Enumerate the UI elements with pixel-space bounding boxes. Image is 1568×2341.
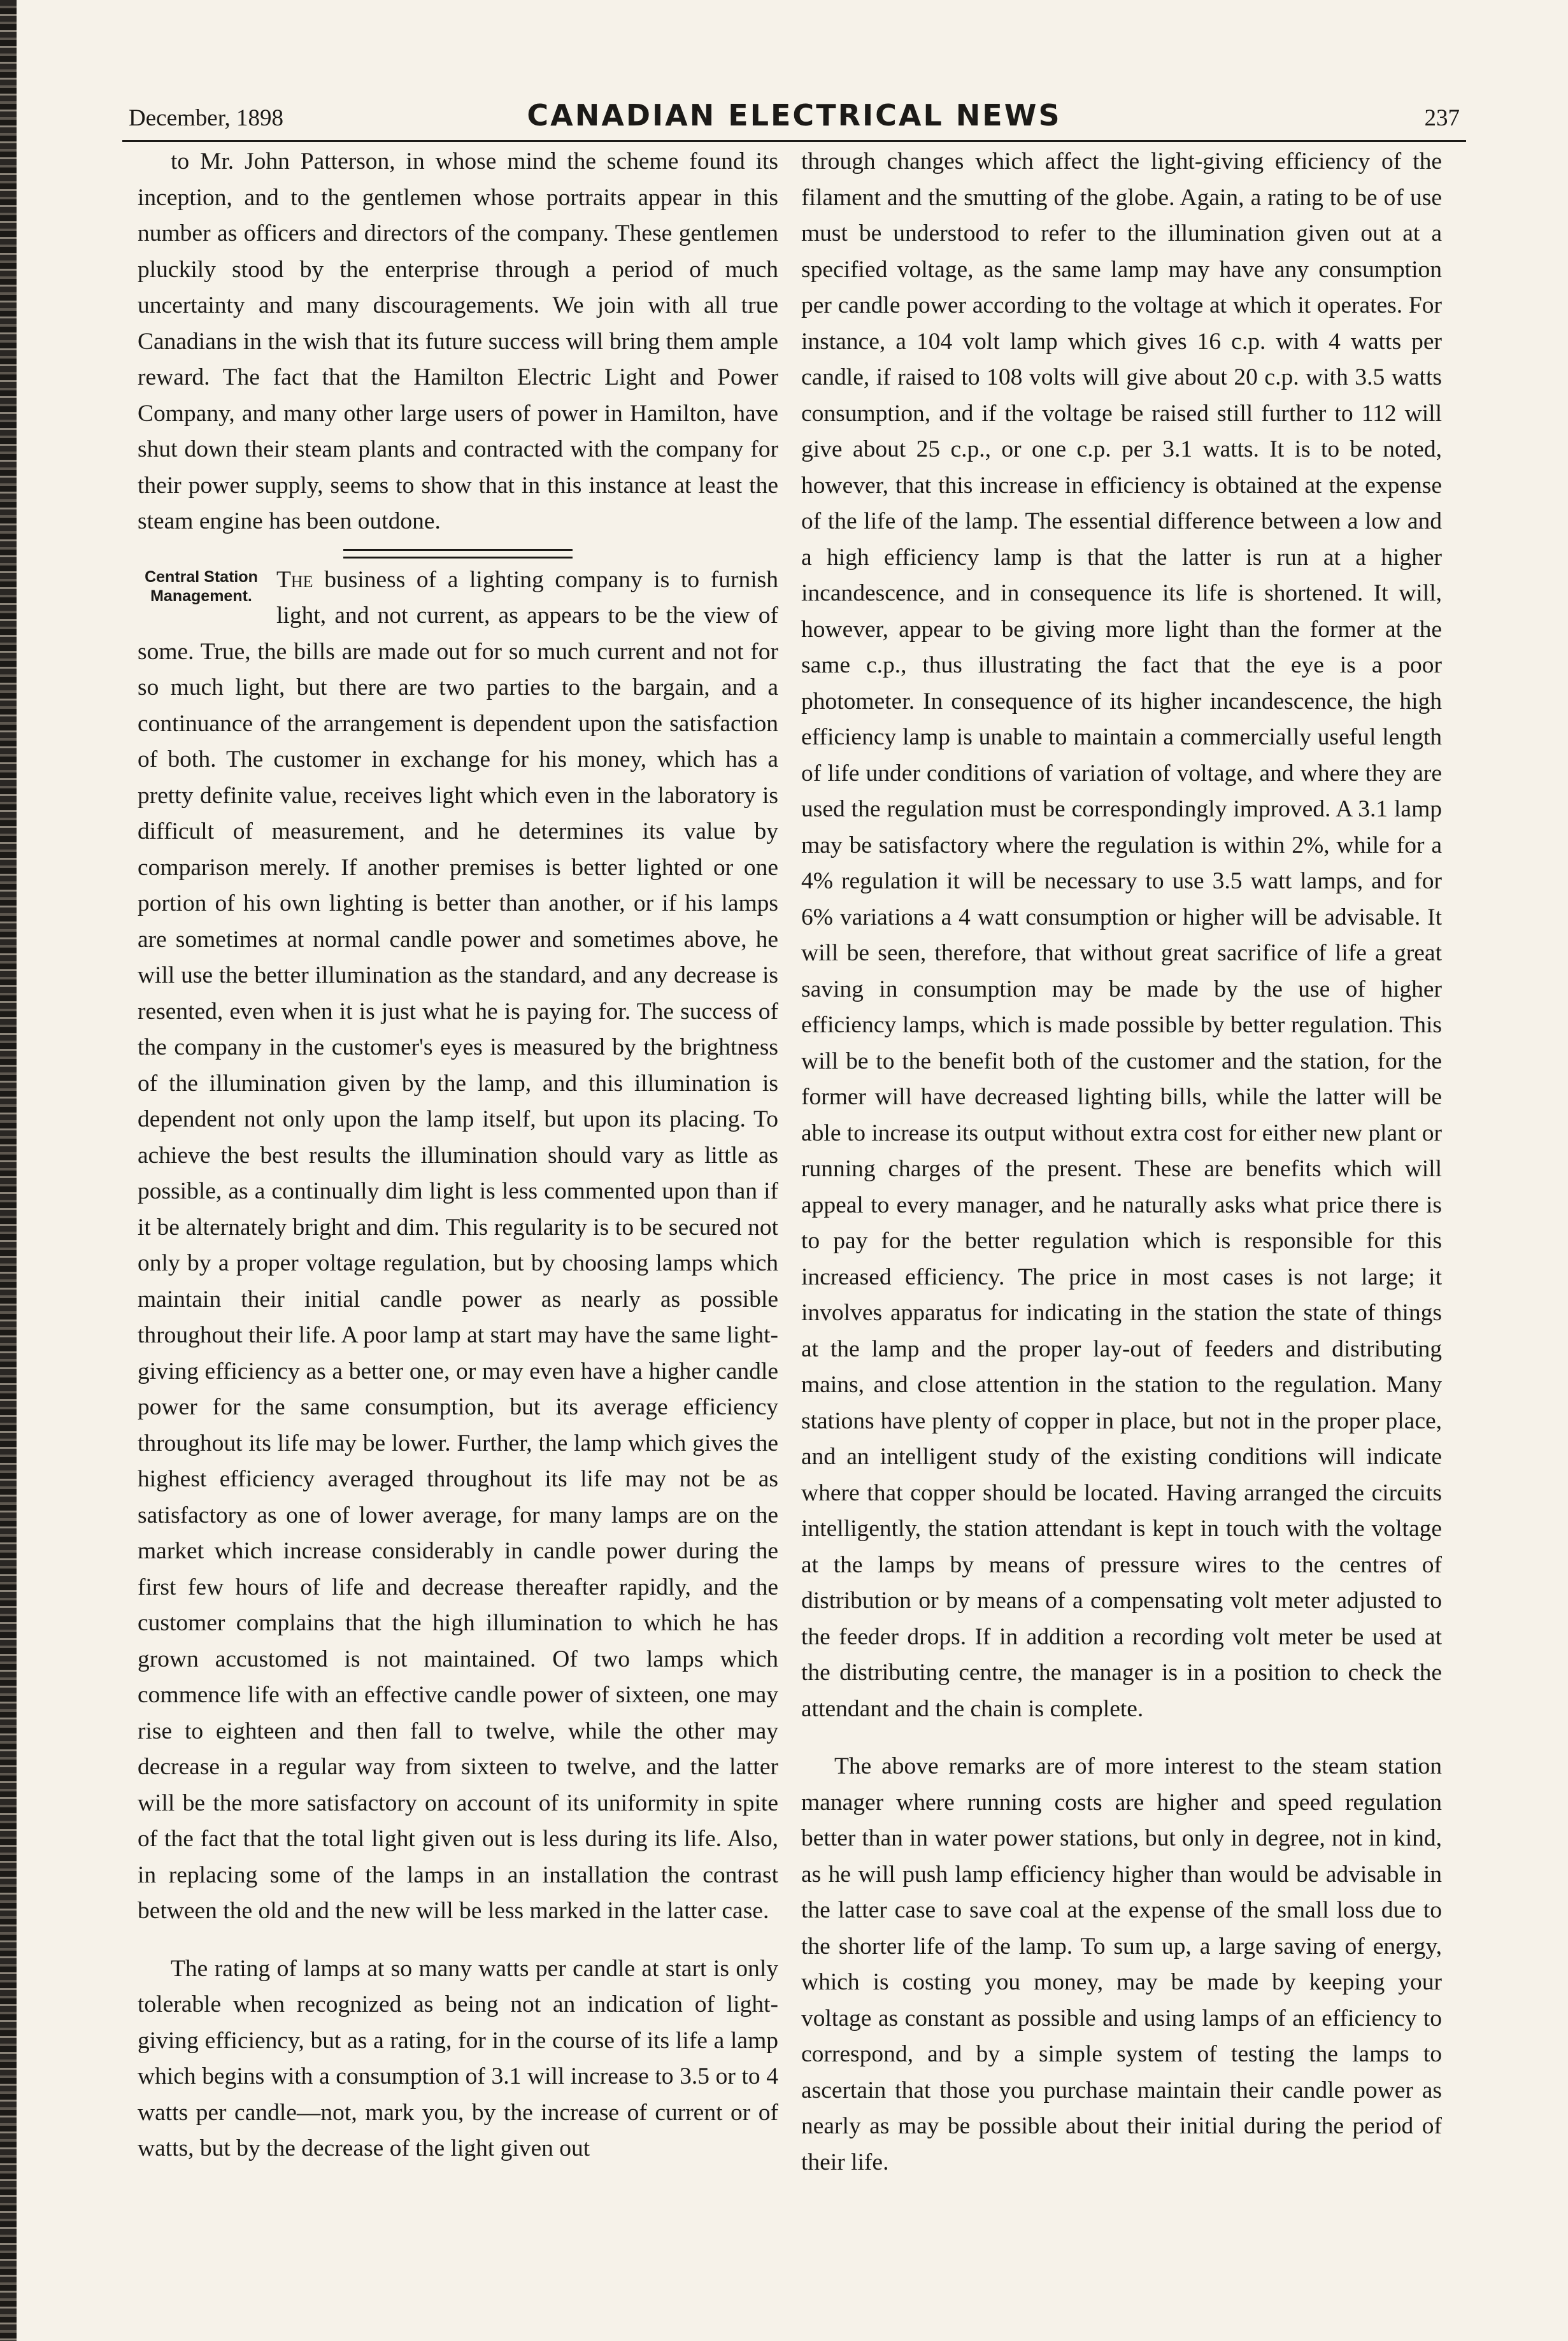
paragraph-central-station-text: business of a lighting company is to furnish light, and not current, as appears to be the view of some. True, the bills are made out for so much current and not for so much light, but there are two parties to the bargain, and a continuance of the arrangement is dependent upon the satisfaction of both. The customer in exchange for his money, which has a pretty definite value, receives light which even in the laboratory is difficult of measurement, and he determines its value by comparison merely. If another premises is better lighted or one portion of his own lighting is better than another, or if his lamps are sometimes at normal candle power and sometimes above, he will use the better illumination as the standard, and any decrease is resented, even when it is just what he is paying for. The success of the company in the customer's eyes is measured by the brightness of the illumination given by the lamp, and this illumination is dependent not only upon the lamp itself, but upon its placing. To achieve the best results the illumination should vary as little as possible, as a continually dim light is less commented upon than if it be alternately bright and dim. This regularity is to be secured not only by a proper voltage regulation, but by choosing lamps which maintain their initial candle power as nearly as possible throughout their life. A poor lamp at start may have the same light-giving efficiency as a better one, or may even have a higher candle power for the same consumption, but its average efficiency throughout its life may be lower. Further, the lamp which gives the highest efficiency averaged throughout its life may not be as satisfactory as one of lower average, for many lamps are on the market which increase considerably in candle power during the first few hours of life and decrease thereafter rapidly, and the customer complains that the high illumination to which he has grown accustomed is not maintained. Of two lamps which commence life with an effective candle power of sixteen, one may rise to eighteen and then fall to twelve, while the other may decrease in a regular way from sixteen to twelve, and the latter will be the more satisfactory on account of its uniformity in spite of the fact that the total light given out is less during its life. Also, in replacing some of the lamps in an installation the contrast between the old and the new will be less marked in the latter case.: [138, 566, 779, 1924]
page-header: [122, 97, 1466, 138]
paragraph-hamilton-company: to Mr. John Patterson, in whose mind the scheme found its inception, and to the gentlemen whose portraits appear in this number as officers and directors of the company. These gentlemen pluckily stood by the enterprise through a period of much uncertainty and many discouragements. We join with all true Canadians in the wish that its future success will bring them ample reward. The fact that the Hamilton Electric Light and Power Company, and many other large users of power in Hamilton, have shut down their steam plants and contracted with the company for their power supply, seems to show that in this instance at least the steam engine has been outdone.: [138, 148, 778, 534]
right-column: [801, 144, 1442, 2181]
left-column: [138, 144, 778, 2167]
paragraph-lamp-rating: The rating of lamps at so many watts per candle at start is only tolerable when recognized as being not an indication of light-giving efficiency, but as a rating, for in the course of its life a lamp which begins with a consumption of 3.1 will increase to 3.5 or to 4 watts per candle—not, mark you, by the increase of current or of watts, but by the decrease of the light given out: [138, 1955, 778, 2161]
publication-title: CANADIAN ELECTRICAL NEWS: [527, 98, 1062, 132]
lead-word: The: [276, 566, 313, 593]
section-divider: [343, 549, 573, 559]
paragraph-gap: [801, 1727, 1442, 1749]
paragraph-steam-station: The above remarks are of more interest to the steam station manager where running costs are higher and speed regulation better than in water power stations, but only in degree, not in kind, as he will push lamp efficiency higher than would be advisable in the latter case to save coal at the expense of the small loss due to the shorter life of the lamp. To sum up, a large saving of energy, which is costing you money, may be made by keeping your voltage as constant as possible and using lamps of an efficiency to correspond, and by a simple system of testing the lamps to ascertain that those you purchase maintain their candle power as nearly as may be possible about their initial during the period of their life.: [801, 1753, 1442, 2175]
paragraph-central-station: [138, 562, 778, 1930]
page-binding-edge: [0, 0, 17, 2341]
paragraph-lamp-efficiency: through changes which affect the light-giving efficiency of the filament and the smutting of the globe. Again, a rating to be of use must be understood to refer to the illumination given out at a specified voltage, as the same lamp may have any consumption per candle power according to the voltage at which it operates. For instance, a 104 volt lamp which gives 16 c.p. with 4 watts per candle, if raised to 108 volts will give about 20 c.p. with 3.5 watts consumption, and if the voltage be raised still further to 112 will give about 25 c.p., or one c.p. per 3.1 watts. It is to be noted, however, that this increase in efficiency is obtained at the expense of the life of the lamp. The essential difference between a low and a high efficiency lamp is that the latter is run at a higher incandescence, and in consequence its life is shortened. It will, however, appear to be giving more light than the former at the same c.p., thus illustrating the fact that the eye is a poor photometer. In consequence of its higher incandescence, the high efficiency lamp is unable to maintain a commercially useful length of life under conditions of variation of voltage, and where they are used the regulation must be correspondingly improved. A 3.1 lamp may be satisfactory where the regulation is within 2%, while for a 4% regulation it will be necessary to use 3.5 watt lamps, and for 6% variations a 4 watt consumption or higher will be advisable. It will be seen, therefore, that without great sacrifice of life a great saving in consumption may be made by the use of higher efficiency lamps, which is made possible by better regulation. This will be to the benefit both of the customer and the station, for the former will have decreased lighting bills, while the latter will be able to increase its output without extra cost for either new plant or running charges of the present. These are benefits which will appeal to every manager, and he naturally asks what price there is to pay for the better regulation which is responsible for this increased efficiency. The price in most cases is not large; it involves apparatus for indicating in the station the state of things at the lamp and the proper lay-out of feeders and distributing mains, and close attention in the station to the regulation. Many stations have plenty of copper in place, but not in the proper place, and an intelligent study of the existing conditions will indicate where that copper should be located. Having arranged the circuits intelligently, the station attendant is kept in touch with the voltage at the lamps by means of pressure wires to the centres of distribution or by means of a compensating volt meter adjusted to the feeder drops. If in addition a recording volt meter be used at the distributing centre, the manager is in a position to check the attendant and the chain is complete.: [801, 148, 1442, 1722]
header-rule: [122, 140, 1466, 142]
page-number: 237: [1424, 105, 1460, 131]
paragraph-gap: [138, 1930, 778, 1951]
section-sidenote: Central Station Management.: [145, 567, 258, 605]
header-date: December, 1898: [129, 105, 284, 131]
